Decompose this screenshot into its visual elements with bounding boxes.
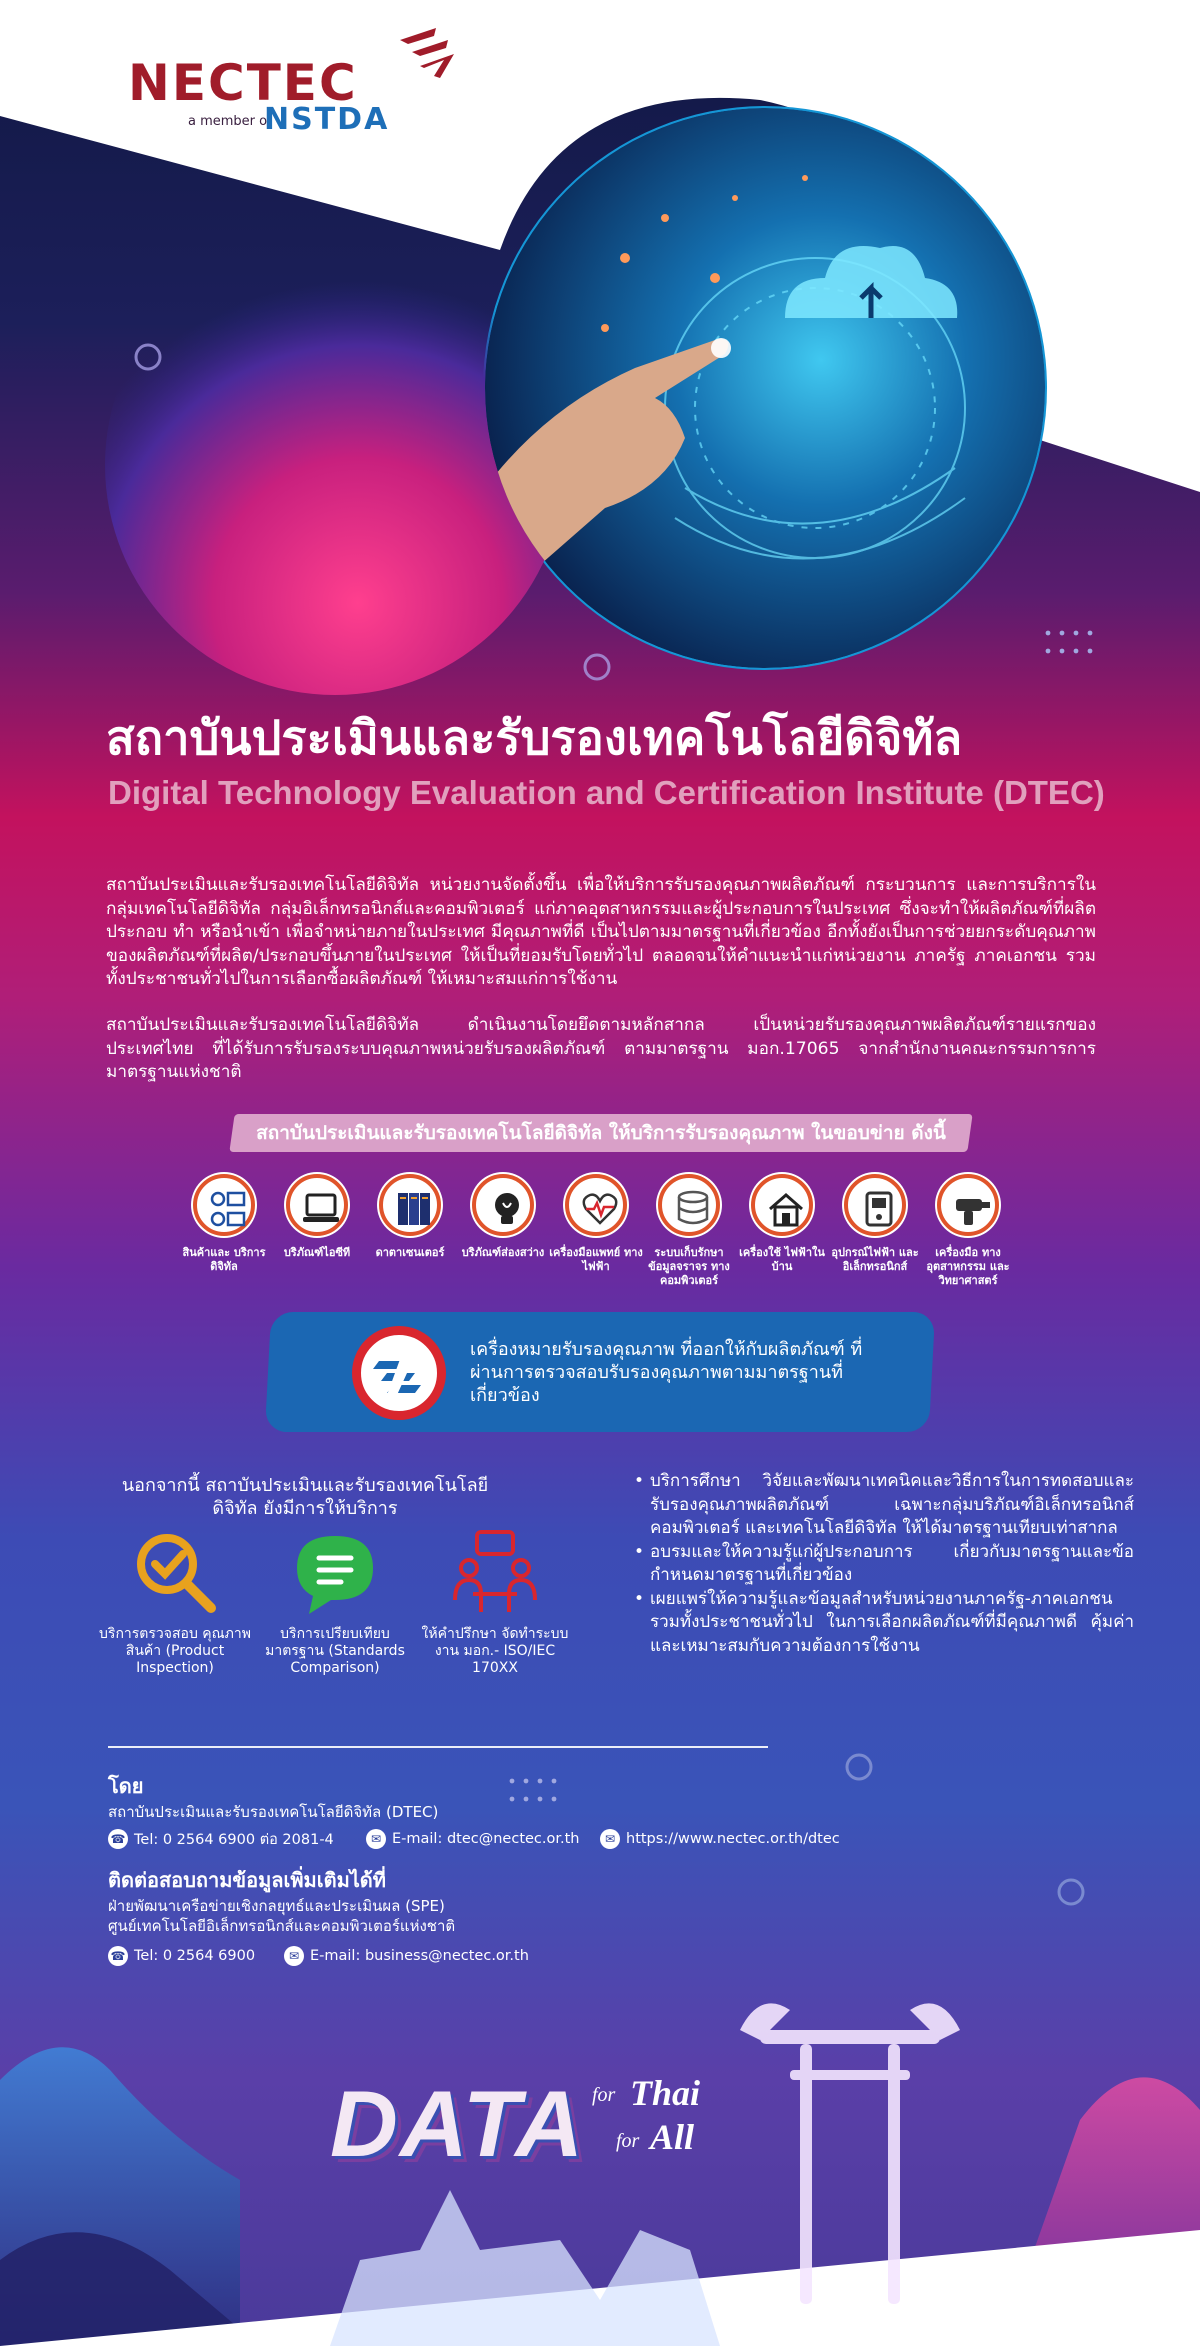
service-item (90, 1528, 260, 1677)
electronic-equipment-icon (844, 1174, 906, 1236)
contact-phone-text: Tel: 0 2564 6900 (134, 1948, 256, 1964)
data-logo-all: All (650, 2117, 695, 2157)
phone-icon: ☎ (108, 1829, 128, 1849)
category-label: ดาตาเซนเตอร์ (375, 1246, 445, 1259)
comparison-icon (291, 1528, 379, 1616)
page-title-english: Digital Technology Evaluation and Certification Institute (DTEC) (108, 774, 1105, 811)
logo-nectec-text: NECTEC (128, 54, 358, 112)
medical-device-icon (565, 1174, 627, 1236)
phone-icon: ☎ (108, 1946, 128, 1966)
list-item: • บริการศึกษา วิจัยและพัฒนาเทคนิคและวิธีการในการทดสอบและรับรองคุณภาพผลิตภัณฑ์ เฉพาะกลุ่มบริภัณฑ์อิเล็กทรอนิกส์ คอมพิวเตอร์ และเทคโนโลยีดิจิทัล ให้ได้มาตรฐานเทียบเท่าสากล (634, 1470, 1134, 1541)
contact-more-heading: ติดต่อสอบถามข้อมูลเพิ่มเติมได้ที่ (108, 1868, 386, 1892)
hero-image (485, 108, 1045, 668)
data-logo-for-1: for (592, 2084, 616, 2106)
contact-phone-text: Tel: 0 2564 6900 ต่อ 2081-4 (134, 1831, 334, 1848)
category-item (920, 1174, 1016, 1288)
contact-phone[interactable] (108, 1944, 255, 1968)
data-storage-icon (658, 1174, 720, 1236)
email-icon: ✉ (366, 1829, 386, 1849)
accreditation-paragraph: สถาบันประเมินและรับรองเทคโนโลยีดิจิทัล ดำเนินงานโดยยึดตามหลักสากล เป็นหน่วยรับรองคุณภาพผลิตภัณฑ์รายแรกของประเทศไทย ที่ได้รับการรับรองระบบคุณภาพหน่วยรับรองผลิตภัณฑ์ ตามมาตรฐาน มอก.17065 จากสำนักงานคณะกรรมการการมาตรฐานแห่งชาติ (106, 1015, 1096, 1082)
services-bullet-list (634, 1470, 1134, 1658)
contact-more-org1: ฝ่ายพัฒนาเครือข่ายเชิงกลยุทธ์และประเมินผล (SPE) (108, 1897, 445, 1915)
home-appliance-icon (751, 1174, 813, 1236)
data-logo-thai: Thai (630, 2073, 701, 2113)
scope-banner: สถาบันประเมินและรับรองเทคโนโลยีดิจิทัล ให้บริการรับรองคุณภาพ ในขอบข่าย ดังนี้ (256, 1122, 946, 1144)
list-item: • เผยแพร่ให้ความรู้และข้อมูลสำหรับหน่วยงานภาครัฐ-ภาคเอกชน รวมทั้งประชาชนทั่วไป ในการเลือกผลิตภัณฑ์ที่มีคุณภาพดี คุ้มค่า และเหมาะสมกับความต้องการใช้งาน (634, 1588, 1134, 1659)
email-icon: ✉ (284, 1946, 304, 1966)
category-label: อุปกรณ์ไฟฟ้า และอิเล็กทรอนิกส์ (831, 1246, 919, 1273)
intro-paragraph: สถาบันประเมินและรับรองเทคโนโลยีดิจิทัล หน่วยงานจัดตั้งขึ้น เพื่อให้บริการรับรองคุณภาพผลิตภัณฑ์ กระบวนการ และการบริการในกลุ่มเทคโนโลยีดิจิทัล กลุ่มอิเล็กทรอนิกส์และคอมพิวเตอร์ แก่ภาคอุตสาหกรรมและผู้ประกอบการในประเทศ ซึ่งจะทำให้ผลิตภัณฑ์ที่ผลิต ประกอบ ทำ หรือนำเข้า เพื่อจำหน่ายภายในประเทศ มีคุณภาพที่ดี เป็นไปตามมาตรฐานที่เกี่ยวข้อง อีกทั้งยังเป็นการช่วยยกระดับคุณภาพของผลิตภัณฑ์ที่ผลิต/ประกอบขึ้นภายในประเทศ ให้เป็นที่ยอมรับโดยทั่วไป ตลอดจนให้คำแนะนำแก่หน่วยงาน ภาครัฐ ภาคเอกชน รวมทั้งประชาชนทั่วไปในการเลือกซื้อผลิตภัณฑ์ ให้เหมาะสมแก่การใช้งาน (106, 875, 1096, 989)
logo-swoosh-icon (390, 22, 460, 82)
consulting-icon (451, 1528, 539, 1616)
data-logo-word: DATA (330, 2071, 586, 2176)
logo-member-text: a member of (188, 114, 272, 129)
data-for-thai-logo (330, 2070, 750, 2180)
section-divider (108, 1746, 768, 1748)
contact-more-org2: ศูนย์เทคโนโลยีอิเล็กทรอนิกส์และคอมพิวเตอร์แห่งชาติ (108, 1917, 456, 1935)
more-services-title: นอกจากนี้ สถาบันประเมินและรับรองเทคโนโลยีดิจิทัล ยังมีการให้บริการ (121, 1475, 489, 1519)
category-item (176, 1174, 272, 1274)
contact-website[interactable] (600, 1827, 840, 1851)
inspection-icon (131, 1528, 219, 1616)
contact-phone[interactable] (108, 1827, 334, 1851)
contact-more-row (108, 1944, 608, 1968)
category-label: เครื่องมือแพทย์ ทางไฟฟ้า (549, 1246, 643, 1273)
contact-by-heading: โดย (108, 1774, 144, 1798)
category-item (362, 1174, 458, 1260)
contact-by-org: สถาบันประเมินและรับรองเทคโนโลยีดิจิทัล (DTEC) (108, 1803, 439, 1821)
category-label: เครื่องใช้ ไฟฟ้าในบ้าน (739, 1246, 825, 1273)
category-item (548, 1174, 644, 1274)
nectec-logo (122, 22, 462, 142)
contact-by-row (108, 1827, 868, 1851)
service-label: ให้คำปรึกษา จัดทำระบบงาน มอก.- ISO/IEC 170XX (421, 1626, 569, 1676)
category-item (269, 1174, 365, 1260)
page-title-thai: สถาบันประเมินและรับรองเทคโนโลยีดิจิทัล (106, 711, 963, 766)
industrial-tools-icon (937, 1174, 999, 1236)
category-item (734, 1174, 830, 1274)
contact-email[interactable] (284, 1944, 529, 1968)
category-item (827, 1174, 923, 1274)
web-icon: ✉ (600, 1829, 620, 1849)
service-item (250, 1528, 420, 1677)
category-item (641, 1174, 737, 1288)
service-label: บริการตรวจสอบ คุณภาพสินค้า (Product Inspection) (99, 1626, 251, 1676)
certification-mark-text: เครื่องหมายรับรองคุณภาพ ที่ออกให้กับผลิตภัณฑ์ ที่ผ่านการตรวจสอบรับรองคุณภาพตามมาตรฐานที่ เกี่ยวข้อง (470, 1339, 863, 1406)
logo-nstda-text: NSTDA (264, 102, 390, 137)
list-item: • อบรมและให้ความรู้แก่ผู้ประกอบการ เกี่ยวกับมาตรฐานและข้อกำหนดมาตรฐานที่เกี่ยวข้อง (634, 1541, 1134, 1588)
digital-products-icon (193, 1174, 255, 1236)
category-label: เครื่องมือ ทางอุตสาหกรรม และวิทยาศาสตร์ (926, 1246, 1010, 1287)
certification-mark-icon (352, 1326, 446, 1420)
category-label: บริภัณฑ์ส่องสว่าง (461, 1246, 545, 1259)
category-label: สินค้าและ บริการดิจิทัล (182, 1246, 266, 1273)
service-label: บริการเปรียบเทียบ มาตรฐาน (Standards Comparison) (265, 1626, 405, 1676)
data-logo-for-2: for (616, 2130, 640, 2152)
contact-website-text: https://www.nectec.or.th/dtec (626, 1831, 840, 1847)
category-label: บริภัณฑ์ไอซีที (283, 1246, 351, 1259)
contact-email[interactable] (366, 1827, 580, 1851)
contact-email-text: E-mail: business@nectec.or.th (310, 1948, 529, 1964)
category-item (455, 1174, 551, 1260)
scope-categories (176, 1174, 1016, 1304)
it-equipment-icon (286, 1174, 348, 1236)
data-center-icon (379, 1174, 441, 1236)
lighting-icon (472, 1174, 534, 1236)
contact-email-text: E-mail: dtec@nectec.or.th (392, 1831, 580, 1847)
category-label: ระบบเก็บรักษา ข้อมูลจราจร ทางคอมพิวเตอร์ (648, 1246, 730, 1287)
service-item (410, 1528, 580, 1677)
